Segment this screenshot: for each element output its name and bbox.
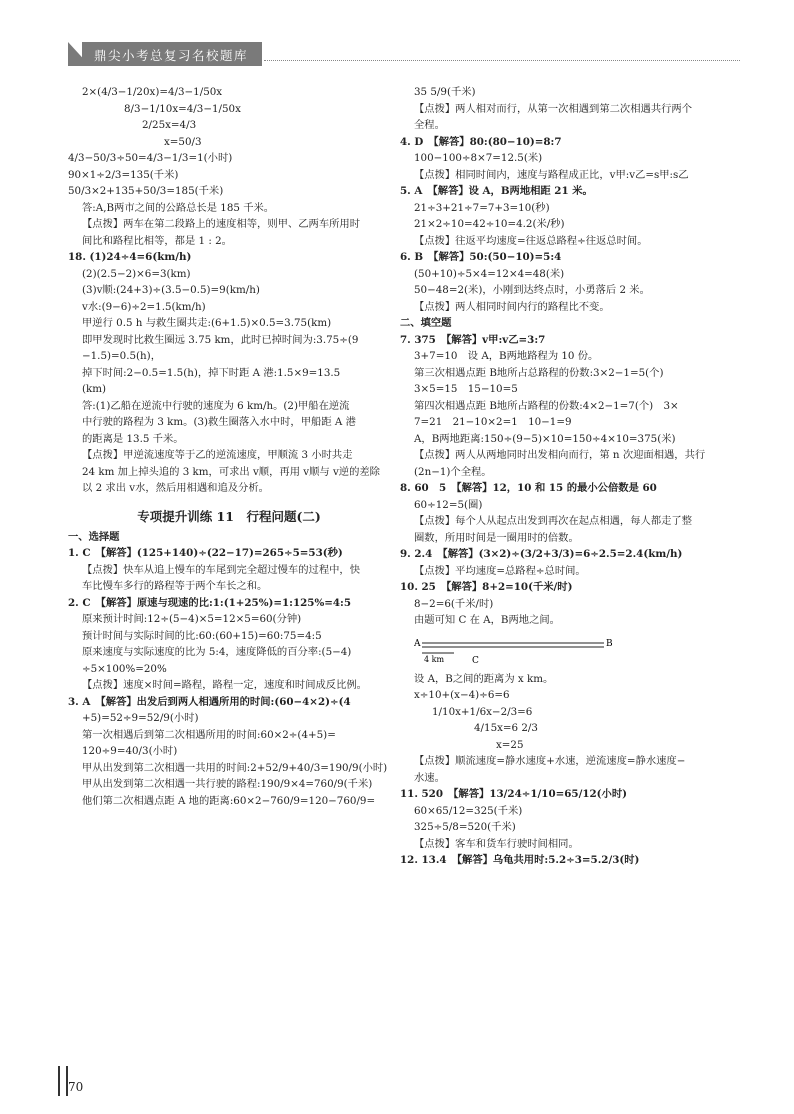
text-line: 24 km 加上掉头追的 3 km，可求出 v顺，再用 v顺与 v逆的差除: [82, 465, 380, 478]
page-header: [60, 42, 740, 66]
text-line: 中行驶的路程为 3 km。(3)救生圈落入水中时，甲船距 A 港: [82, 416, 356, 428]
text-line: 答:(1)乙船在逆流中行驶的速度为 6 km/h。(2)甲船在逆流: [82, 399, 350, 412]
text-line: x=50/3: [164, 135, 202, 148]
text-line: 9. 2.4 【解答】(3×2)÷(3/2+3/3)=6÷2.5=2.4(km/h): [400, 548, 683, 560]
text-line: 【点拨】两人从两地同时出发相向而行，第 n 次迎面相遇，共行: [414, 449, 706, 461]
text-line: 第一次相遇后到第二次相遇所用的时间:60×2÷(4+5)=: [82, 728, 336, 741]
diagram-svg: [414, 633, 614, 667]
text-line: 全程。: [414, 119, 445, 131]
distance-diagram: [414, 633, 614, 667]
text-line: (50+10)÷5×4=12×4=48(米): [414, 267, 565, 280]
diagram-label-b: B: [606, 638, 613, 649]
text-line: 【点拨】平均速度=总路程÷总时间。: [414, 564, 586, 577]
text-line: 由题可知 C 在 A，B两地之间。: [414, 614, 560, 626]
text-line: 答:A,B两市之间的公路总长是 185 千米。: [82, 201, 275, 214]
text-line: 【点拨】相同时间内，速度与路程成正比，v甲:v乙=s甲:s乙: [414, 168, 689, 181]
text-line: (3)v顺:(24+3)÷(3.5−0.5)=9(km/h): [82, 284, 260, 296]
text-line: 7. 375 【解答】v甲:v乙=3:7: [400, 333, 546, 346]
text-line: 21÷3+21÷7=7+3=10(秒): [414, 201, 550, 214]
text-line: 掉下时间:2−0.5=1.5(h)，掉下时距 A 港:1.5×9=13.5: [82, 366, 341, 379]
text-line: 325÷5/8=520(千米): [414, 821, 516, 833]
text-line: 【点拨】甲逆流速度等于乙的逆流速度，甲顺流 3 小时共走: [82, 449, 353, 461]
text-line: 4/15x=6 2/3: [474, 722, 538, 734]
text-line: 35 5/9(千米): [414, 86, 476, 98]
text-line: 60×65/12=325(千米): [414, 804, 523, 817]
text-line: 5. A 【解答】设 A，B两地相距 21 米。: [400, 185, 593, 197]
text-line: 预计时间与实际时间的比:60:(60+15)=60:75=4:5: [82, 629, 322, 642]
text-line: 12. 13.4 【解答】乌龟共用时:5.2÷3=5.2/3(时): [400, 854, 640, 866]
text-line: 一、选择题: [68, 530, 120, 543]
text-line: 11. 520 【解答】13/24÷1/10=65/12(小时): [400, 788, 628, 800]
text-line: 设 A，B之间的距离为 x km。: [414, 672, 554, 685]
text-line: 【点拨】两车在第二段路上的速度相等，则甲、乙两车所用时: [82, 218, 361, 230]
text-line: 车比慢车多行的路程等于两个车长之和。: [82, 580, 268, 592]
text-line: 水速。: [414, 771, 445, 784]
text-line: 3+7=10 设 A，B两地路程为 10 份。: [414, 350, 599, 362]
diagram-label-a: A: [414, 638, 421, 649]
text-line: (km): [82, 383, 107, 395]
text-line: 圈数，所用时间是一圈用时的倍数。: [414, 531, 579, 544]
text-line: 8/3−1/10x=4/3−1/50x: [124, 102, 241, 115]
header-rule: [264, 60, 740, 61]
diagram-label-dist: 4 km: [424, 654, 445, 664]
text-line: 6. B 【解答】50:(50−10)=5:4: [400, 251, 562, 263]
page-bars: [58, 1066, 68, 1096]
text-line: 【点拨】往返平均速度=往返总路程÷往返总时间。: [414, 234, 648, 247]
text-line: 【点拨】两人相对而行，从第一次相遇到第二次相遇共行两个: [414, 102, 693, 115]
text-line: A，B两地距离:150÷(9−5)×10=150÷4×10=375(米): [414, 432, 676, 445]
text-line: 7=21 21−10×2=1 10−1=9: [414, 416, 572, 428]
text-line: 3×5=15 15−10=5: [414, 383, 518, 395]
diagram-label-c: C: [472, 655, 479, 666]
text-line: 8. 60 5 【解答】12，10 和 15 的最小公倍数是 60: [400, 482, 657, 494]
text-line: 50−48=2(米)，小刚到达终点时，小勇落后 2 米。: [414, 284, 650, 296]
text-line: 1. C 【解答】(125+140)÷(22−17)=265÷5=53(秒): [68, 547, 343, 559]
text-line: 【点拨】快车从追上慢车的车尾到完全超过慢车的过程中，快: [82, 563, 361, 576]
page-number: 70: [68, 1080, 84, 1094]
header-title: 鼎尖小考总复习名校题库: [94, 48, 249, 63]
section-title: 专项提升训练 11 行程问题(二): [137, 508, 321, 524]
text-line: 间比和路程比相等，都是 1 : 2。: [82, 234, 232, 247]
text-line: x=25: [496, 738, 524, 751]
text-line: ÷5×100%=20%: [82, 662, 167, 675]
text-line: 的距离是 13.5 千米。: [82, 432, 184, 445]
text-line: 他们第二次相遇点距 A 地的距离:60×2−760/9=120−760/9=: [82, 794, 376, 807]
text-line: −1.5)=0.5(h)，: [82, 350, 161, 362]
text-line: 90×1÷2/3=135(千米): [68, 168, 179, 181]
text-line: 1/10x+1/6x−2/3=6: [432, 705, 533, 718]
text-line: 18. (1)24÷4=6(km/h): [68, 251, 192, 263]
text-line: 第三次相遇点距 B地所占总路程的份数:3×2−1=5(个): [414, 366, 664, 379]
text-line: 【点拨】两人相同时间内行的路程比不变。: [414, 300, 610, 313]
text-line: 原来预计时间:12÷(5−4)×5=12×5=60(分钟): [82, 613, 302, 625]
text-line: v水:(9−6)÷2=1.5(km/h): [82, 300, 206, 313]
text-line: 2×(4/3−1/20x)=4/3−1/50x: [82, 86, 223, 98]
text-line: 第四次相遇点距 B地所占路程的份数:4×2−1=7(个) 3×: [414, 399, 679, 412]
text-line: 60÷12=5(圈): [414, 498, 483, 511]
text-line: 120÷9=40/3(小时): [82, 745, 178, 757]
text-line: +5)=52÷9=52/9(小时): [82, 712, 199, 724]
text-line: 4. D 【解答】80:(80−10)=8:7: [400, 135, 562, 148]
text-line: 50/3×2+135+50/3=185(千米): [68, 185, 224, 197]
text-line: 100−100÷8×7=12.5(米): [414, 152, 543, 164]
text-line: 【点拨】客车和货车行驶时间相同。: [414, 837, 579, 850]
text-line: 2. C 【解答】原速与现速的比:1:(1+25%)=1:125%=4:5: [68, 596, 351, 609]
text-line: 4/3−50/3÷50=4/3−1/3=1(小时): [68, 152, 233, 164]
text-line: 3. A 【解答】出发后到两人相遇所用的时间:(60−4×2)÷(4: [68, 695, 351, 708]
text-line: 原来速度与实际速度的比为 5:4，速度降低的百分率:(5−4): [82, 646, 352, 658]
text-line: 21×2÷10=42÷10=4.2(米/秒): [414, 218, 565, 230]
text-line: x÷10+(x−4)÷6=6: [414, 689, 510, 701]
text-line: 【点拨】每个人从起点出发到再次在起点相遇，每人都走了整: [414, 515, 693, 527]
text-line: 二、填空题: [400, 317, 452, 329]
text-line: 即甲发现时比救生圈远 3.75 km，此时已掉时间为:3.75÷(9: [82, 333, 359, 346]
text-line: 甲从出发到第二次相遇一共行驶的路程:190/9×4=760/9(千米): [82, 778, 373, 790]
text-line: 2/25x=4/3: [142, 119, 197, 131]
text-line: 【点拨】顺流速度=静水速度+水速，逆流速度=静水速度−: [414, 755, 686, 767]
text-line: 【点拨】速度×时间=路程，路程一定，速度和时间成反比例。: [82, 679, 367, 691]
text-line: 10. 25 【解答】8+2=10(千米/时): [400, 581, 573, 593]
text-line: 甲逆行 0.5 h 与救生圈共走:(6+1.5)×0.5=3.75(km): [82, 317, 332, 329]
text-line: 甲从出发到第二次相遇一共用的时间:2+52/9+40/3=190/9(小时): [82, 761, 388, 774]
right-column: [400, 84, 730, 869]
text-line: 以 2 求出 v水，然后用相遇和追及分析。: [82, 482, 269, 494]
text-line: (2)(2.5−2)×6=3(km): [82, 267, 191, 280]
left-column: [68, 84, 390, 809]
text-line: 8−2=6(千米/时): [414, 597, 494, 610]
text-line: (2n−1)个全程。: [414, 465, 492, 478]
